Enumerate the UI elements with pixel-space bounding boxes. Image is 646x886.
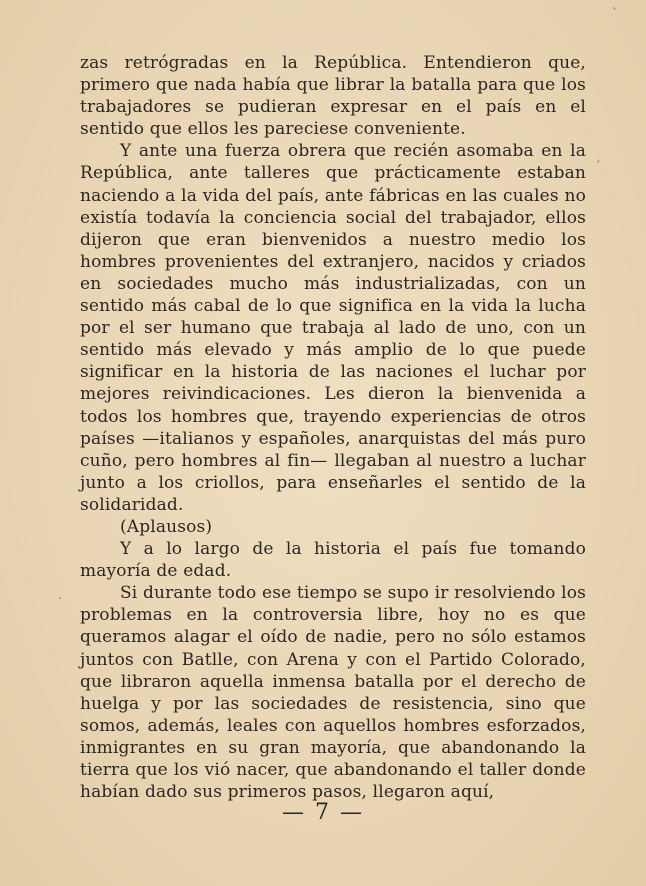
margin-speck: · (58, 592, 62, 605)
body-text (80, 52, 586, 803)
paragraph-4: Si durante todo ese tiempo se supo ir resolviendo los problemas en la controversia libre, hoy no es que queramos alagar el oído de nadie, pero no sólo estamos juntos con Batlle, con Arena y con el Partido Colorado, que libraron aquella inmensa batalla por el derecho de huelga y por las sociedades de resistencia, sino que somos, además, leales con aquellos hombres esforzados, inmigrantes en su gran mayoría, que abandonando la tierra que los vió nacer, que abandonando el taller donde habían dado sus primeros pasos, llegaron aquí, (80, 583, 586, 803)
margin-speck: ˏ (595, 150, 601, 163)
paragraph-1: zas retrógradas en la República. Entendieron que, primero que nada había que librar la batalla para que los trabajadores se pudieran expresar en el país en el sentido que ellos les pareciese conveniente. (80, 53, 586, 140)
page-number: — 7 — (282, 800, 364, 825)
paragraph-3: Y a lo largo de la historia el país fue tomando mayoría de edad. (80, 539, 586, 582)
margin-speck: ˋ (612, 6, 618, 19)
paragraph-applause: (Aplausos) (120, 516, 213, 537)
paragraph-2: Y ante una fuerza obrera que recién asomaba en la República, ante talleres que prácticamente estaban naciendo a la vida del país, ante fábricas en las cuales no existía todavía la conciencia social del trabajador, ellos dijeron que eran bienvenidos a nuestro medio los hombres provenientes del extranjero, nacidos y criados en sociedades mucho más industrializadas, con un sentido más cabal de lo que significa en la vida la lucha por el ser humano que trabaja al lado de uno, con un sentido más elevado y más amplio de lo que puede significar en la historia de las naciones el luchar por mejores reivindicaciones. Les dieron la bienvenida a todos los hombres que, trayendo experiencias de otros países —italianos y españoles, anarquistas del más puro cuño, pero hombres al fin— llegaban al nuestro a luchar junto a los criollos, para enseñarles el sentido de la solidaridad. (80, 141, 586, 515)
